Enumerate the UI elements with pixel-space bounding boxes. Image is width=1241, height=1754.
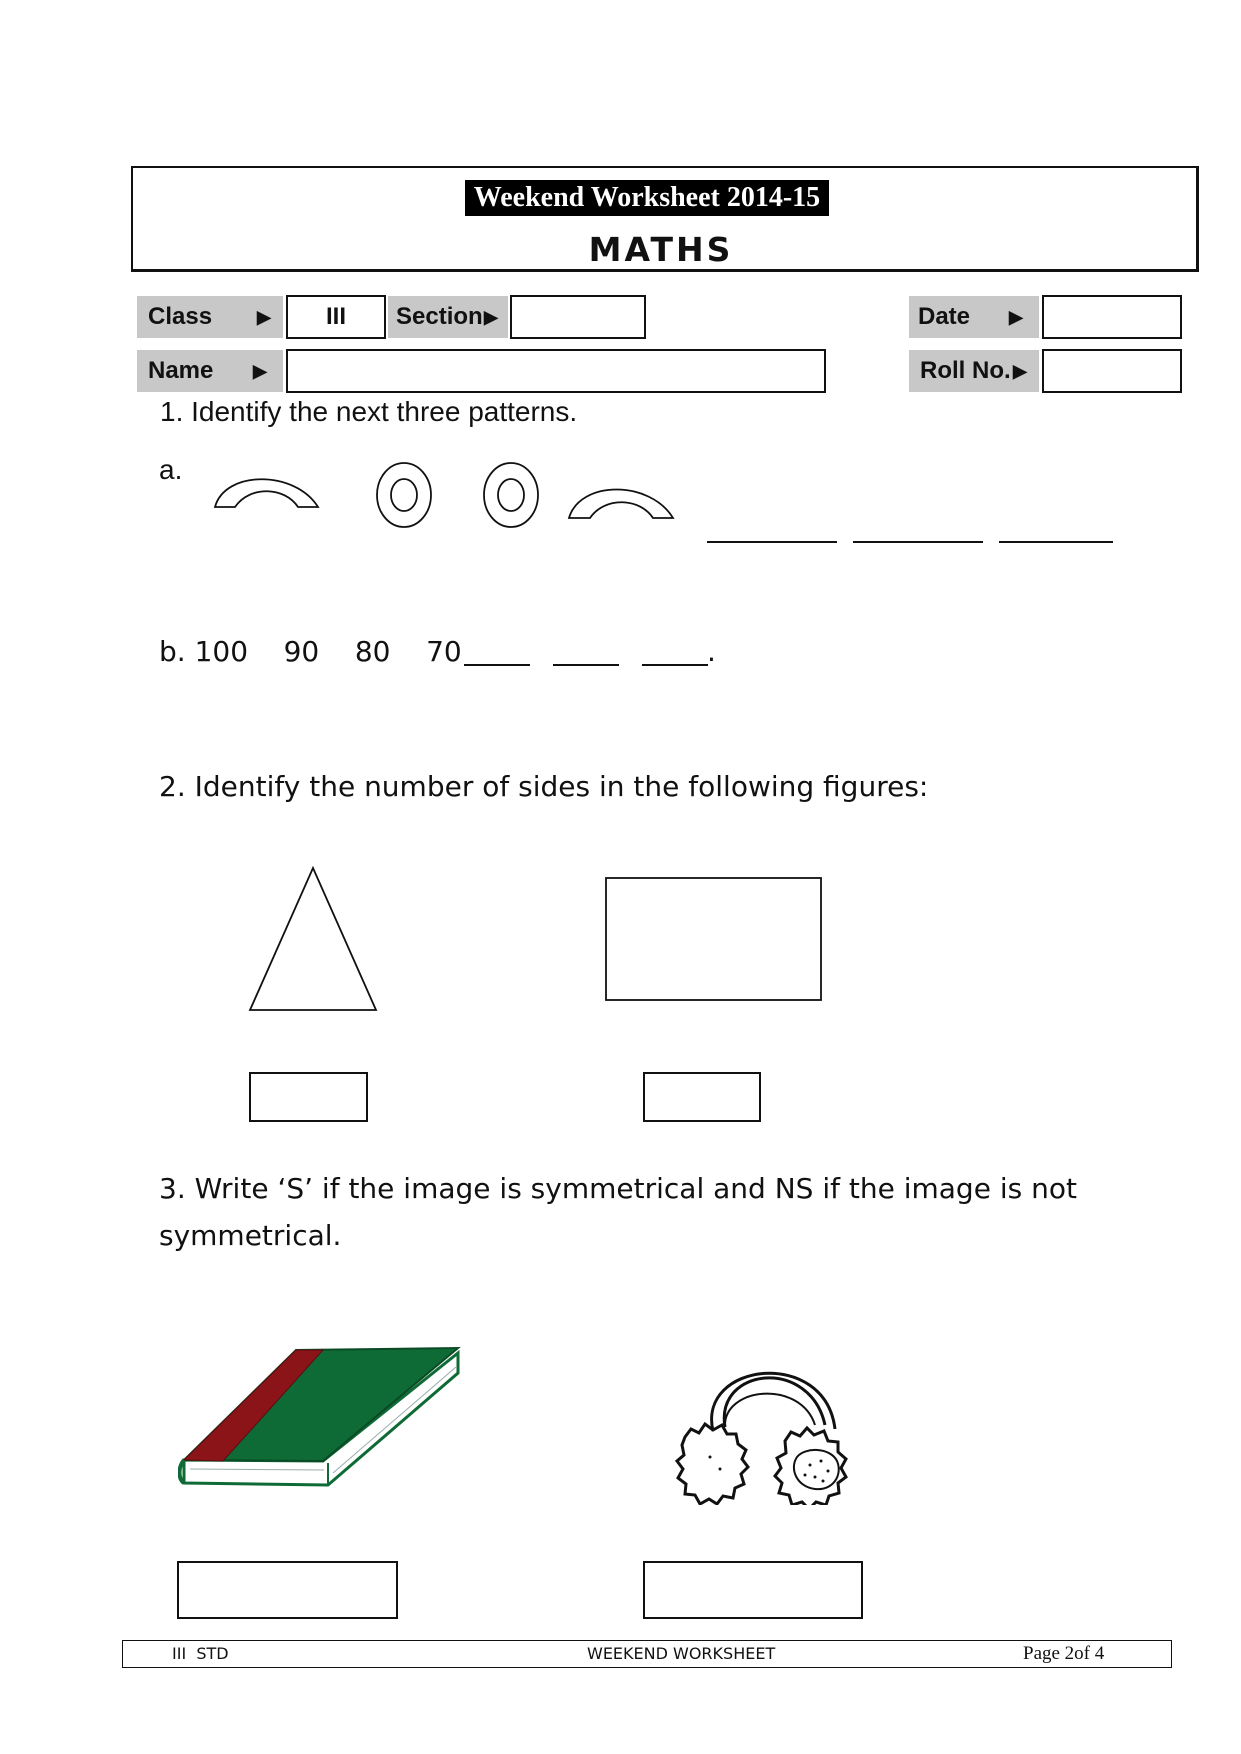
earmuffs-symmetry-answer-box[interactable] bbox=[643, 1561, 863, 1619]
pattern-answer-blank-1[interactable] bbox=[707, 541, 837, 543]
worksheet-title: Weekend Worksheet 2014-15 bbox=[465, 180, 829, 216]
section-field[interactable] bbox=[510, 295, 646, 339]
question-1-text: 1. Identify the next three patterns. bbox=[160, 396, 578, 427]
arch-icon bbox=[569, 490, 673, 519]
rollno-arrow-icon: ▶ bbox=[1013, 361, 1027, 381]
footer-title: WEEKEND WORKSHEET bbox=[587, 1644, 776, 1663]
pattern-sequence bbox=[200, 455, 690, 535]
triangle-sides-answer-box[interactable] bbox=[249, 1072, 368, 1122]
number-answer-blank-1[interactable] bbox=[464, 664, 530, 666]
name-label-text: Name bbox=[148, 357, 214, 384]
question-3-text-line-1: 3. Write ‘S’ if the image is symmetrical and NS if the image is not bbox=[159, 1172, 1077, 1205]
arch-icon bbox=[215, 479, 318, 507]
rectangle-sides-answer-box[interactable] bbox=[643, 1072, 761, 1122]
pattern-answer-blank-3[interactable] bbox=[999, 541, 1113, 543]
question-1a-label: a. bbox=[159, 454, 183, 485]
section-arrow-icon: ▶ bbox=[484, 307, 498, 327]
class-label bbox=[137, 296, 283, 338]
rollno-label-text: Roll No. bbox=[920, 357, 1011, 384]
ring-icon bbox=[377, 463, 431, 527]
date-label bbox=[909, 296, 1039, 338]
number-answer-blank-2[interactable] bbox=[553, 664, 619, 666]
date-arrow-icon: ▶ bbox=[1009, 307, 1023, 327]
section-label bbox=[388, 296, 508, 338]
rollno-label bbox=[909, 350, 1039, 392]
rollno-field[interactable] bbox=[1042, 349, 1182, 393]
question-1b-sequence: b. 100 90 80 70 bbox=[159, 635, 462, 668]
question-1b-period: . bbox=[707, 635, 716, 668]
rectangle-figure bbox=[604, 876, 824, 1002]
name-label bbox=[137, 350, 283, 392]
name-arrow-icon: ▶ bbox=[253, 361, 267, 381]
question-2-text: 2. Identify the number of sides in the following figures: bbox=[159, 770, 929, 803]
name-field[interactable] bbox=[286, 349, 826, 393]
pattern-answer-blank-2[interactable] bbox=[853, 541, 983, 543]
question-3-text-line-2: symmetrical. bbox=[159, 1219, 342, 1252]
book-icon bbox=[178, 1345, 464, 1503]
footer-class: III STD bbox=[172, 1644, 229, 1663]
class-field[interactable]: III bbox=[286, 295, 386, 339]
footer-page-number: Page 2of 4 bbox=[1023, 1643, 1105, 1664]
class-label-text: Class bbox=[148, 303, 213, 330]
earmuffs-icon bbox=[665, 1357, 871, 1505]
subject-title: MATHS bbox=[588, 230, 734, 269]
ring-icon bbox=[484, 463, 538, 527]
date-field[interactable] bbox=[1042, 295, 1182, 339]
date-label-text: Date bbox=[918, 303, 971, 330]
section-label-text: Section bbox=[396, 303, 483, 330]
class-arrow-icon: ▶ bbox=[257, 307, 271, 327]
number-answer-blank-3[interactable] bbox=[642, 664, 708, 666]
triangle-figure bbox=[245, 864, 381, 1014]
book-symmetry-answer-box[interactable] bbox=[177, 1561, 398, 1619]
